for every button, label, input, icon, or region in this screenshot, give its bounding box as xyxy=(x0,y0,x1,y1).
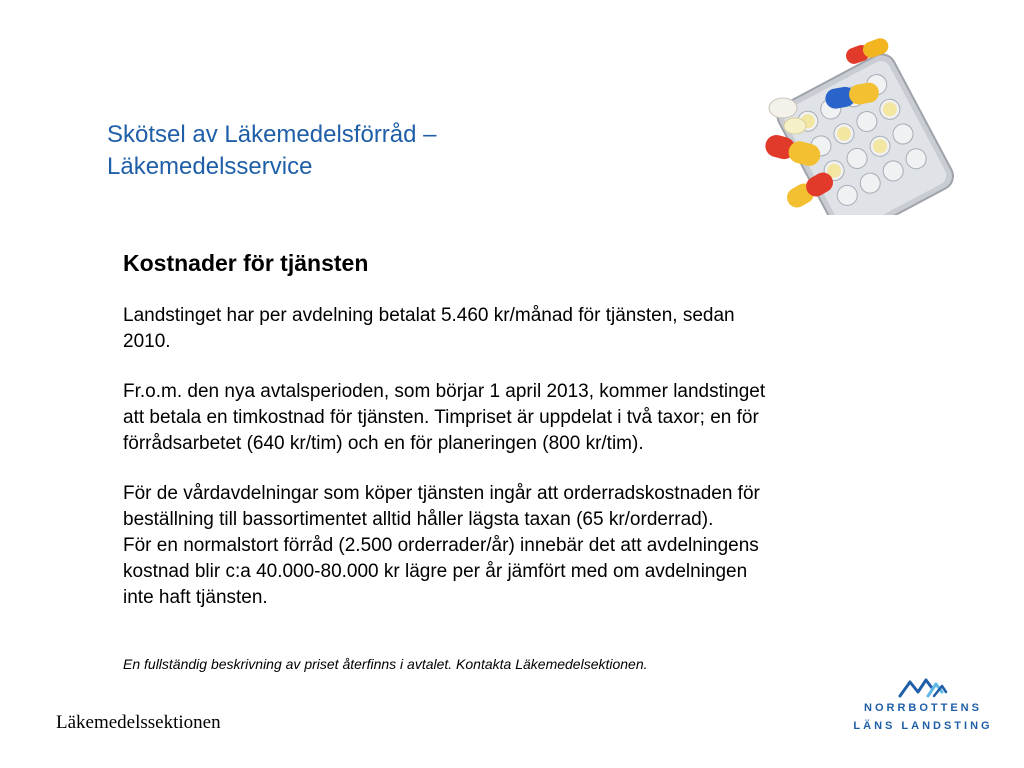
norrbotten-logo-icon xyxy=(898,676,948,700)
slide-title xyxy=(107,119,667,183)
footer-department: Läkemedelssektionen xyxy=(56,712,221,733)
pills-blister-image xyxy=(755,30,1010,215)
paragraph-1-line-2: 2010. xyxy=(123,331,171,352)
logo-text-line-2: LÄNS LANDSTING xyxy=(853,720,993,732)
paragraph-1 xyxy=(123,303,923,355)
paragraph-3-line-1: För de vårdavdelningar som köper tjänsten ingår att orderradskostnaden för xyxy=(123,483,760,504)
paragraph-3 xyxy=(123,481,923,611)
paragraph-3-line-5: inte haft tjänsten. xyxy=(123,587,268,608)
paragraph-3-line-4: kostnad blir c:a 40.000-80.000 kr lägre per år jämfört med om avdelningen xyxy=(123,561,748,582)
paragraph-1-line-1: Landstinget har per avdelning betalat 5.460 kr/månad för tjänsten, sedan xyxy=(123,305,735,326)
section-heading: Kostnader för tjänsten xyxy=(123,250,369,276)
paragraph-2 xyxy=(123,379,923,457)
slide-title-line-1: Skötsel av Läkemedelsförråd – xyxy=(107,121,437,148)
paragraph-3-line-3: För en normalstort förråd (2.500 orderrader/år) innebär det att avdelningens xyxy=(123,535,759,556)
paragraph-2-line-2: att betala en timkostnad för tjänsten. Timpriset är uppdelat i två taxor; en för xyxy=(123,407,759,428)
slide-title-line-2: Läkemedelsservice xyxy=(107,153,313,180)
paragraph-2-line-1: Fr.o.m. den nya avtalsperioden, som börjar 1 april 2013, kommer landstinget xyxy=(123,381,766,402)
norrbotten-logo xyxy=(848,676,998,740)
pricing-note: En fullständig beskrivning av priset återfinns i avtalet. Kontakta Läkemedelsektionen. xyxy=(123,656,648,672)
paragraph-3-line-2: beställning till bassortimentet alltid håller lägsta taxan (65 kr/orderrad). xyxy=(123,509,714,530)
content-body xyxy=(123,249,923,611)
paragraph-2-line-3: förrådsarbetet (640 kr/tim) och en för planeringen (800 kr/tim). xyxy=(123,433,644,454)
logo-text-line-1: NORRBOTTENS xyxy=(864,702,982,714)
